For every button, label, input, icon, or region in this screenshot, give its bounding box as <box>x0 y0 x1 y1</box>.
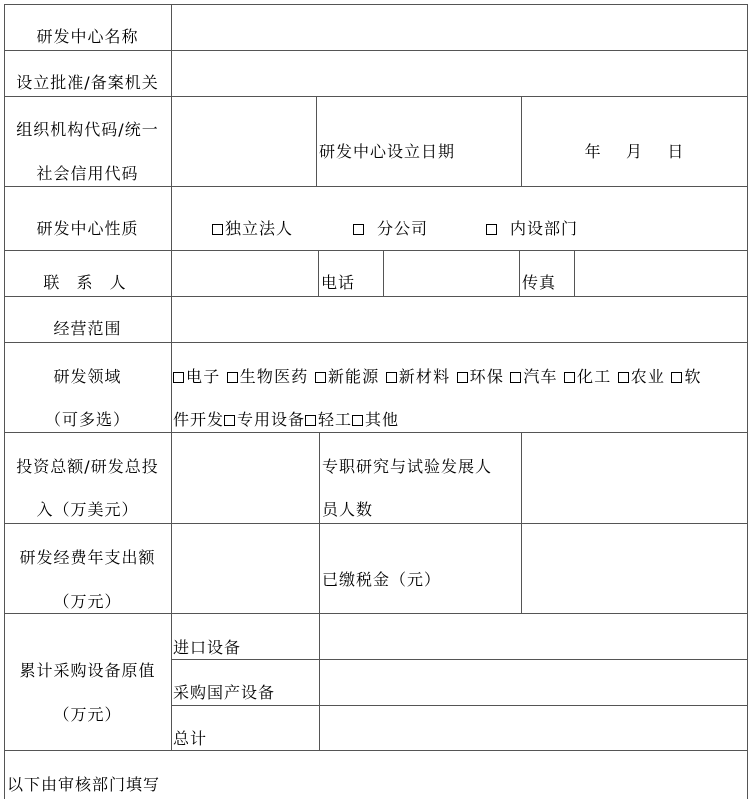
checkbox[interactable] <box>305 415 316 426</box>
total-field[interactable] <box>320 706 747 750</box>
investment-label: 入（万美元） <box>36 500 139 519</box>
border-line <box>4 750 748 751</box>
nature-option-legal-entity[interactable]: 独立法人 <box>212 219 293 239</box>
imported-equipment-field[interactable] <box>320 614 747 659</box>
org-code-label: 组织机构代码/统一 <box>16 120 159 139</box>
border-line <box>747 4 748 799</box>
center-name-field[interactable] <box>172 5 747 50</box>
business-scope-label: 经营范围 <box>53 319 122 338</box>
imported-equipment-label: 进口设备 <box>173 638 242 657</box>
investment-field[interactable] <box>172 433 319 523</box>
checkbox[interactable] <box>386 372 397 383</box>
investment-label: 投资总额/研发总投 <box>16 457 159 476</box>
approval-authority-label: 设立批准/备案机关 <box>16 73 159 92</box>
border-line <box>318 250 319 296</box>
tax-paid-field[interactable] <box>522 524 747 613</box>
org-code-field[interactable] <box>172 97 316 186</box>
establish-date-label: 研发中心设立日期 <box>319 142 456 161</box>
phone-label: 电话 <box>321 273 356 292</box>
fax-label: 传真 <box>522 273 557 292</box>
establish-date-field[interactable]: 年 月 日 <box>584 142 685 161</box>
tax-paid-label: 已缴税金（元） <box>322 570 442 589</box>
domestic-equipment-label: 采购国产设备 <box>173 683 276 702</box>
center-name-label: 研发中心名称 <box>36 27 139 46</box>
fax-field[interactable] <box>575 251 747 296</box>
contact-label: 联 系 人 <box>43 273 132 292</box>
border-line <box>4 186 748 187</box>
business-scope-field[interactable] <box>172 297 747 342</box>
nature-option-internal-dept[interactable]: 内设部门 <box>486 219 578 239</box>
equipment-label: （万元） <box>53 705 122 724</box>
checkbox[interactable] <box>510 372 521 383</box>
field-options-line-2: 件开发 专用设备 轻工 其他 <box>173 410 400 429</box>
checkbox[interactable] <box>486 224 497 235</box>
border-line <box>521 96 522 186</box>
rd-expense-field[interactable] <box>172 524 319 613</box>
border-line <box>519 250 520 296</box>
nature-label: 研发中心性质 <box>36 219 139 238</box>
checkbox[interactable] <box>227 372 238 383</box>
staff-count-field[interactable] <box>522 433 747 523</box>
domestic-equipment-field[interactable] <box>320 660 747 705</box>
field-options-line-1: 电子 生物医药 新能源 新材料 环保 汽车 化工 农业 软 <box>173 367 702 387</box>
approval-authority-field[interactable] <box>172 51 747 96</box>
contact-field[interactable] <box>172 251 318 296</box>
staff-count-label: 员人数 <box>322 500 374 519</box>
checkbox[interactable] <box>353 224 364 235</box>
phone-field[interactable] <box>384 251 519 296</box>
rd-expense-label: （万元） <box>53 592 122 611</box>
border-line <box>4 96 748 97</box>
org-code-label: 社会信用代码 <box>36 164 139 183</box>
checkbox[interactable] <box>224 415 235 426</box>
border-line <box>319 432 320 613</box>
checkbox[interactable] <box>618 372 629 383</box>
rd-expense-label: 研发经费年支出额 <box>19 548 156 567</box>
total-label: 总计 <box>173 729 208 748</box>
checkbox[interactable] <box>671 372 682 383</box>
checkbox[interactable] <box>173 372 184 383</box>
checkbox[interactable] <box>564 372 575 383</box>
checkbox[interactable] <box>315 372 326 383</box>
border-line <box>4 342 748 343</box>
equipment-label: 累计采购设备原值 <box>19 661 156 680</box>
checkbox[interactable] <box>212 224 223 235</box>
field-label: 研发领域 <box>53 367 122 386</box>
checkbox[interactable] <box>352 415 363 426</box>
staff-count-label: 专职研究与试验发展人 <box>322 457 493 476</box>
border-line <box>316 96 317 186</box>
checkbox[interactable] <box>457 372 468 383</box>
nature-option-branch[interactable]: 分公司 <box>353 219 428 239</box>
review-note: 以下由审核部门填写 <box>7 775 161 794</box>
field-label-multi: （可多选） <box>44 410 130 429</box>
